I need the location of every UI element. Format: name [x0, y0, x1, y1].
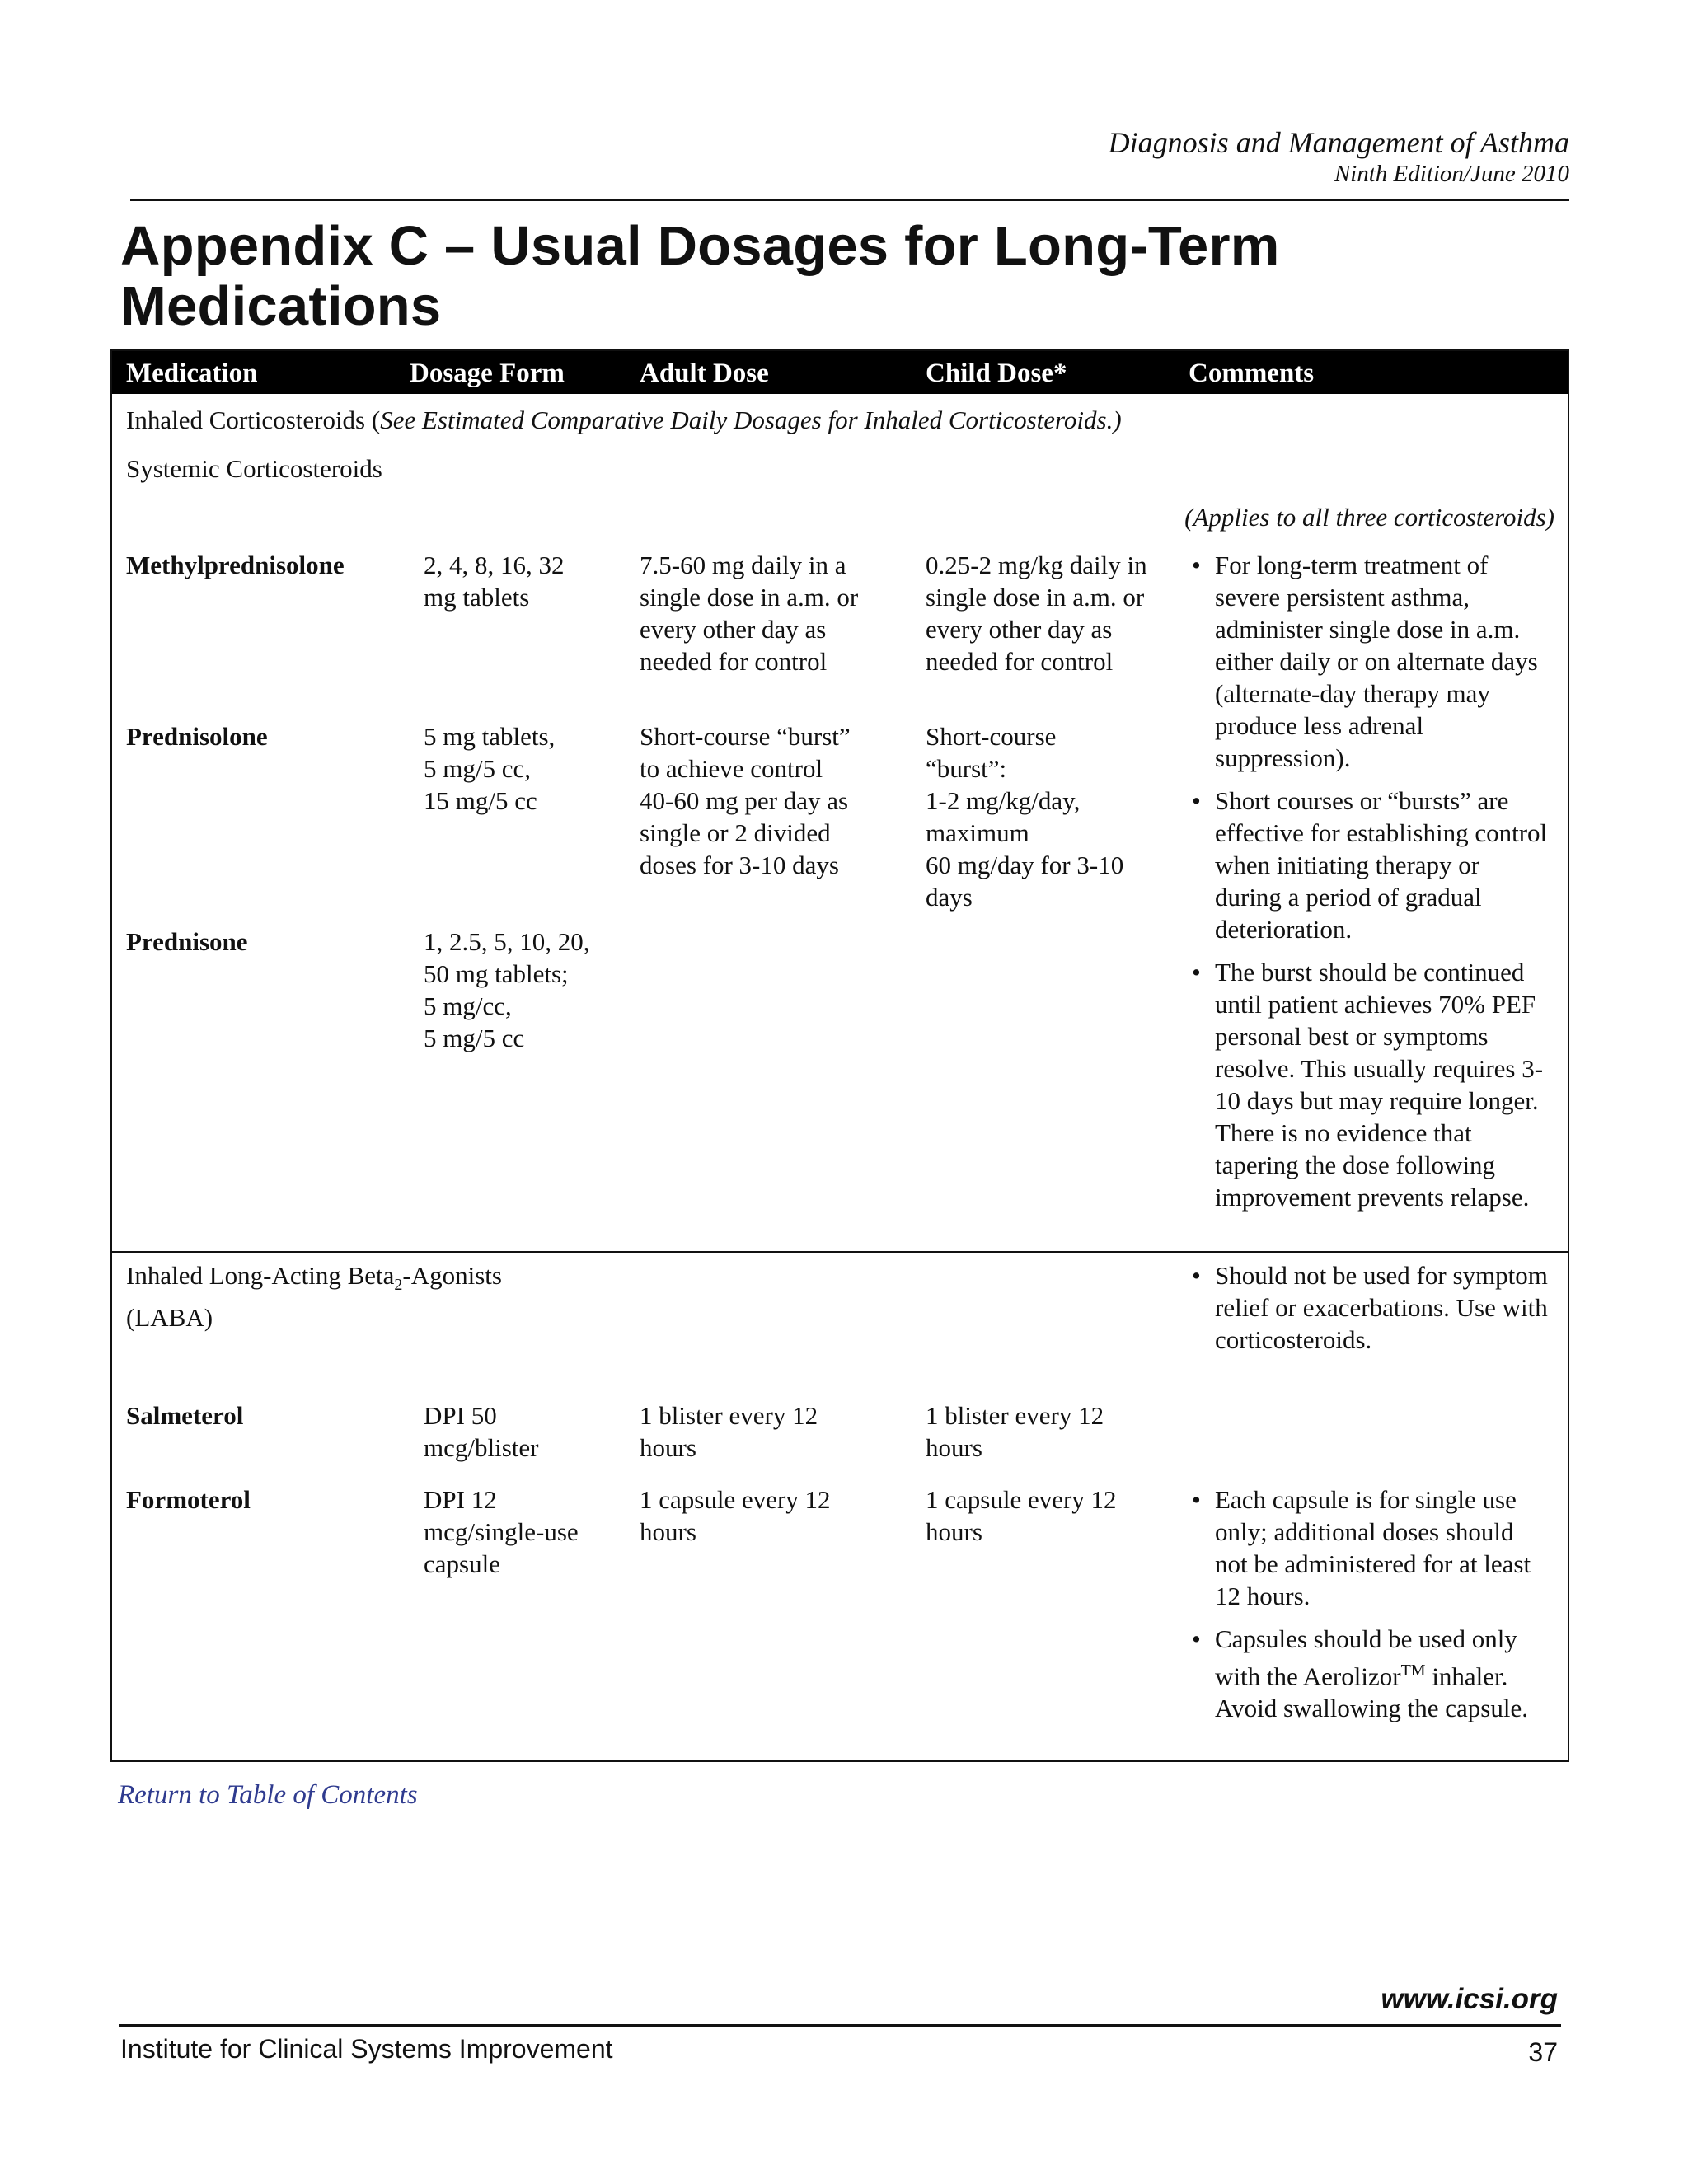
corticosteroid-comments [1189, 549, 1551, 1213]
medication-methylprednisolone: Methylprednisolone [126, 551, 345, 579]
medication-salmeterol: Salmeterol [126, 1401, 244, 1430]
table-header-row [112, 351, 1568, 394]
edition-date: Ninth Edition/June 2010 [1334, 161, 1569, 187]
dosage-form-prednisolone: 5 mg tablets, 5 mg/5 cc, 15 mg/5 cc [424, 722, 556, 815]
systemic-corticosteroids-label: Systemic Corticosteroids [126, 454, 382, 483]
website-url: www.icsi.org [1381, 1983, 1558, 2015]
adult-dose-prednisolone: Short-course “burst” to achieve control 40-60 mg per day as single or 2 divided doses for 3-10 days [640, 722, 851, 879]
child-dose-prednisolone: Short-course “burst”: 1-2 mg/kg/day, maximum 60 mg/day for 3-10 days [926, 722, 1124, 912]
medication-prednisolone: Prednisolone [126, 722, 268, 751]
page-title: Appendix C – Usual Dosages for Long-Term Medications [120, 215, 1280, 337]
column-header-medication: Medication [126, 359, 258, 388]
laba-label: Inhaled Long-Acting Beta$_2$-Agonists (LABA) [126, 1261, 502, 1333]
column-header-dosage-form: Dosage Form [410, 359, 565, 388]
footer-divider [119, 2024, 1561, 2027]
formoterol-comments [1189, 1483, 1551, 1724]
institute-name: Institute for Clinical Systems Improvement [120, 2034, 613, 2064]
column-header-adult-dose: Adult Dose [640, 359, 769, 388]
document-title: Diagnosis and Management of Asthma [1108, 126, 1569, 159]
adult-dose-methylprednisolone: 7.5-60 mg daily in a single dose in a.m. or every other day as needed for control [640, 551, 859, 676]
child-dose-salmeterol: 1 blister every 12 hours [926, 1401, 1104, 1462]
comment-item: • For long-term treatment of severe persistent asthma, administer single dose in a.m. either daily or on alternate days (alternate-day therapy may produce less adrenal suppression). [1189, 549, 1551, 774]
comment-item: • Short courses or “bursts” are effective for establishing control when initiating therapy or during a period of gradual deterioration. [1189, 785, 1551, 945]
adult-dose-formoterol: 1 capsule every 12 hours [640, 1485, 831, 1546]
return-to-toc-link[interactable]: Return to Table of Contents [118, 1780, 418, 1810]
applies-note: (Applies to all three corticosteroids) [1184, 503, 1554, 532]
medication-formoterol: Formoterol [126, 1485, 251, 1514]
dosage-form-methylprednisolone: 2, 4, 8, 16, 32 mg tablets [424, 551, 565, 612]
inhaled-corticosteroids-label: Inhaled Corticosteroids ( [126, 405, 381, 434]
running-header [1109, 125, 1569, 188]
column-header-comments: Comments [1189, 359, 1315, 388]
dosage-form-prednisone: 1, 2.5, 5, 10, 20, 50 mg tablets; 5 mg/cc, 5 mg/5 cc [424, 927, 590, 1052]
corticosteroids-section [112, 394, 1568, 1251]
page-number: 37 [1528, 2037, 1558, 2067]
dosage-form-formoterol: DPI 12 mcg/single-use capsule [424, 1485, 579, 1578]
child-dose-formoterol: 1 capsule every 12 hours [926, 1485, 1117, 1546]
laba-section [112, 1251, 1568, 1760]
child-dose-methylprednisolone: 0.25-2 mg/kg daily in single dose in a.m. or every other day as needed for control [926, 551, 1147, 676]
comment-item: • Each capsule is for single use only; additional doses should not be administered for at least 12 hours. [1189, 1483, 1551, 1612]
comment-item: • Should not be used for symptom relief or exacerbations. Use with corticosteroids. [1189, 1259, 1551, 1356]
header-divider [130, 199, 1569, 201]
inhaled-corticosteroids-reference: See Estimated Comparative Daily Dosages for Inhaled Corticosteroids.) [380, 405, 1122, 434]
comment-item: • Capsules should be used only with the Aerolizor™ inhaler. Avoid swallowing the capsule. [1189, 1623, 1551, 1724]
dosage-form-salmeterol: DPI 50 mcg/blister [424, 1401, 539, 1462]
laba-comments [1189, 1259, 1551, 1356]
dosage-table [110, 349, 1569, 1762]
column-header-child-dose: Child Dose* [926, 359, 1067, 388]
inhaled-corticosteroids-row [126, 404, 1527, 436]
comment-item: • The burst should be continued until patient achieves 70% PEF personal best or symptoms resolve. This usually requires 3-10 days but may require longer. There is no evidence that tapering the dose following improvement prevents relapse. [1189, 956, 1551, 1213]
medication-prednisone: Prednisone [126, 927, 248, 956]
adult-dose-salmeterol: 1 blister every 12 hours [640, 1401, 818, 1462]
